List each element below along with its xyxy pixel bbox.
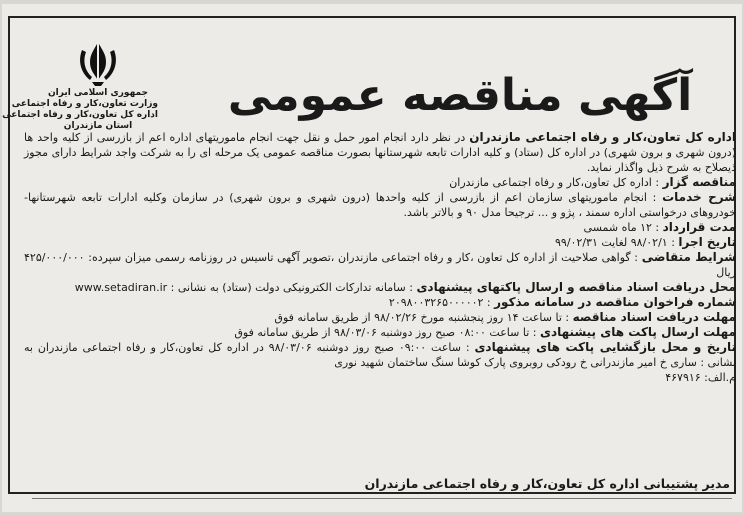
section-label: شماره فراخوان مناقصه در سامانه مذکور [494,295,736,309]
section-text: : انجام ماموریتهای سازمان اعم از بازرسی از کلیه واحدها (درون شهری و برون شهری) در سازمان وکلیه ادارات تابعه شهرستانها- خودروهای درخواستی اداره سمند ، پژو و ... ترجیحا مدل ۹۰ و بالاتر باشد. [24,191,736,219]
section-text: : ۹۸/۰۲/۱ لغایت ۹۹/۰۲/۳۱ [555,236,679,249]
section-label: تاریخ و محل بازگشایی پاکت های پیشنهادی [474,340,736,354]
intro-lead: اداره کل تعاون،کار و رفاه اجتماعی مازندران [469,130,736,144]
section-label: شرح خدمات [662,190,736,204]
section-tenderer [24,175,736,190]
setad-url-link[interactable]: www.setadiran.ir [74,281,168,294]
section-label: مناقصه گزار [662,175,736,189]
section-submission-deadline [24,325,736,340]
section-call-number [24,295,736,310]
section-reference-number [24,370,736,385]
intro-paragraph [24,130,736,175]
section-text: : ۱۲ ماه شمسی [583,221,663,234]
section-documents-place [24,280,736,295]
section-label: محل دریافت اسناد مناقصه و ارسال پاکتهای پیشنهادی [416,280,736,294]
section-opening [24,340,736,370]
section-label: مهلت دریافت اسناد مناقصه [572,310,736,324]
section-label: مهلت ارسال پاکت های پیشنهادی [539,325,736,339]
emblem-line: استان مازندران [63,121,133,131]
emblem-line: وزارت تعاون،کار و رفاه اجتماعی [11,99,158,109]
section-services [24,190,736,220]
signature-line: مدیر پشتیبانی اداره کل تعاون،کار و رفاه اجتماعی مازندران [364,476,730,491]
iran-emblem-icon [72,36,124,88]
section-text: : ساعت ۰۹:۰۰ صبح روز دوشنبه ۹۸/۰۳/۰۶ در اداره کل تعاون،کار و رفاه اجتماعی مازندران به نشانی : ساری خ امیر مازندرانی خ رودکی روبروی پارک کوشا سنگ ساختمان شهید نوری [24,341,736,369]
ad-body [24,130,736,470]
section-conditions [24,250,736,280]
reference-number: م.الف: ۴۶۷۹۱۶ [665,371,736,384]
emblem-line: اداره کل تعاون،کار و رفاه اجتماعی [2,110,158,120]
section-label: تاریخ اجرا [678,235,736,249]
section-text: : ۲۰۹۸۰۰۳۲۶۵۰۰۰۰۰۲ [388,296,495,309]
ad-title: آگهی مناقصه عمومی [227,70,693,121]
section-text: : تا ساعت ۱۴ روز پنجشنبه مورخ ۹۸/۰۲/۲۶ از طریق سامانه فوق [274,311,573,324]
emblem-line: جمهوری اسلامی ایران [47,88,149,98]
section-label: مدت قرارداد [662,220,736,234]
section-text: : گواهی صلاحیت از اداره کل تعاون ،کار و رفاه اجتماعی مازندران ،تصویر آگهی تاسیس در روزنامه رسمی میزان سپرده: ۴۲۵/۰۰۰/۰۰۰ ریال [24,251,736,279]
tender-ad-frame [2,16,737,494]
section-duration [24,220,736,235]
newspaper-page [2,4,742,512]
ministry-emblem [2,36,158,144]
section-label: شرایط متقاضی [641,250,737,264]
section-text: : تا ساعت ۰۸:۰۰ صبح روز دوشنبه ۹۸/۰۳/۰۶ از طریق سامانه فوق [234,326,540,339]
next-ad-strip [32,498,732,513]
section-text: : اداره کل تعاون،کار و رفاه اجتماعی مازندران [449,176,663,189]
section-execution-date [24,235,736,250]
previous-ad-strip [12,4,732,16]
section-document-deadline [24,310,736,325]
intro-text: در نظر دارد انجام امور حمل و نقل جهت انجام ماموریتهای اداره اعم از بازرسی از کلیه واحد ها (درون شهری و برون شهری) در اداره کل (ستاد) و کلیه ادارات تابعه شهرستانها بصورت مناقصه عمومی یک مرحله ای را به شرکت واجد شرایط دارای مجوز ذیصلاح به شرح ذیل واگذار نماید. [24,131,736,174]
section-text: : سامانه تدارکات الکترونیکی دولت (ستاد) به نشانی : [167,281,417,294]
